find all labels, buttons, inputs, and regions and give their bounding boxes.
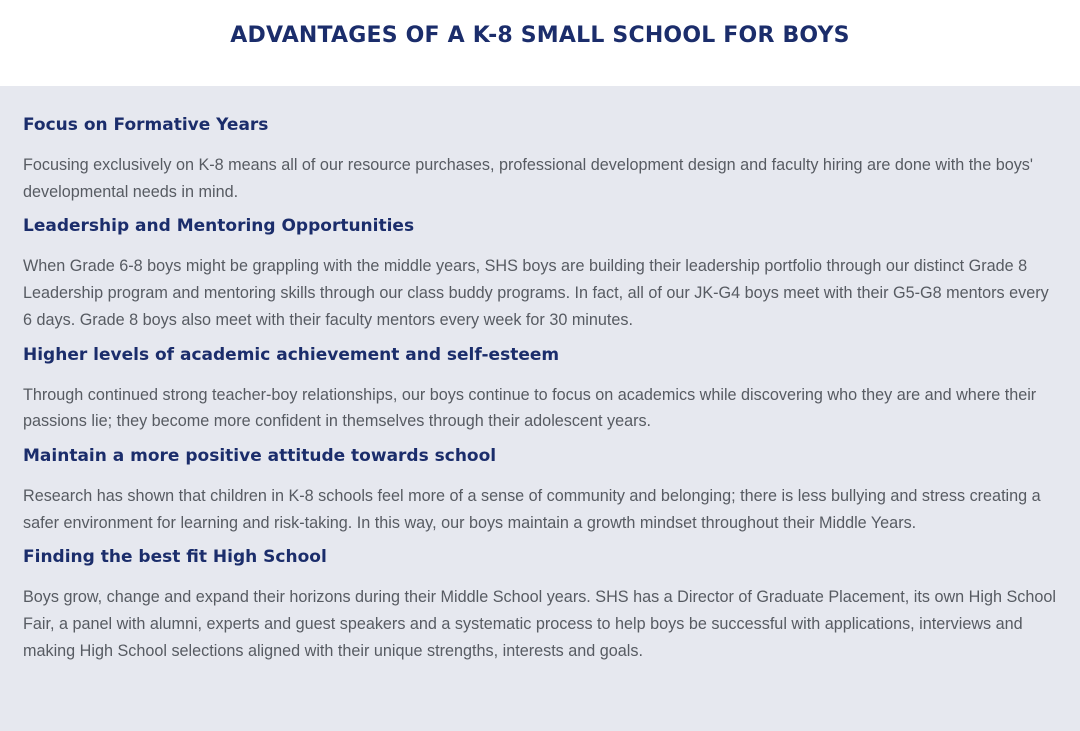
section-heading: Finding the best fit High School [23,547,327,568]
advantages-panel [0,86,1080,731]
section-heading: Focus on Formative Years [23,115,269,135]
section-high-school-fit [23,544,1056,664]
section-body: Research has shown that children in K-8 schools feel more of a sense of community and belonging; there is less bullying and stress creating a safer environment for learning and risk-taking. In this way, our boys maintain a growth mindset throughout their Middle Years. [23,486,1041,532]
section-heading: Maintain a more positive attitude towards school [23,445,497,466]
section-body: Through continued strong teacher-boy relationships, our boys continue to focus on academics while discovering who they are and where their passions lie; they become more confident in themselves through their adolescent years. [23,385,1037,431]
section-body: Focusing exclusively on K-8 means all of our resource purchases, professional development design and faculty hiring are done with the boys' developmental needs in mind. [23,156,1033,201]
section-body: When Grade 6-8 boys might be grappling with the middle years, SHS boys are building their leadership portfolio through our distinct Grade 8 Leadership program and mentoring skills through our class buddy programs. In fact, all of our JK-G4 boys meet with their G5-G8 mentors every 6 days. Grade 8 boys also meet with their faculty mentors every week for 30 minutes. [23,257,1049,329]
section-academic-achievement [23,342,1056,435]
page-header [0,0,1080,86]
section-leadership-mentoring [23,213,1056,333]
section-formative-years [23,112,1056,205]
section-heading: Higher levels of academic achievement and self-esteem [23,344,560,365]
page-title: ADVANTAGES OF A K-8 SMALL SCHOOL FOR BOYS [230,22,850,48]
section-heading: Leadership and Mentoring Opportunities [23,216,415,237]
section-positive-attitude [23,443,1056,536]
section-body: Boys grow, change and expand their horizons during their Middle School years. SHS has a Director of Graduate Placement, its own High School Fair, a panel with alumni, experts and guest speakers and a systematic process to help boys be successful with applications, interviews and making High School selections aligned with their unique strengths, interests and goals. [23,588,1056,660]
